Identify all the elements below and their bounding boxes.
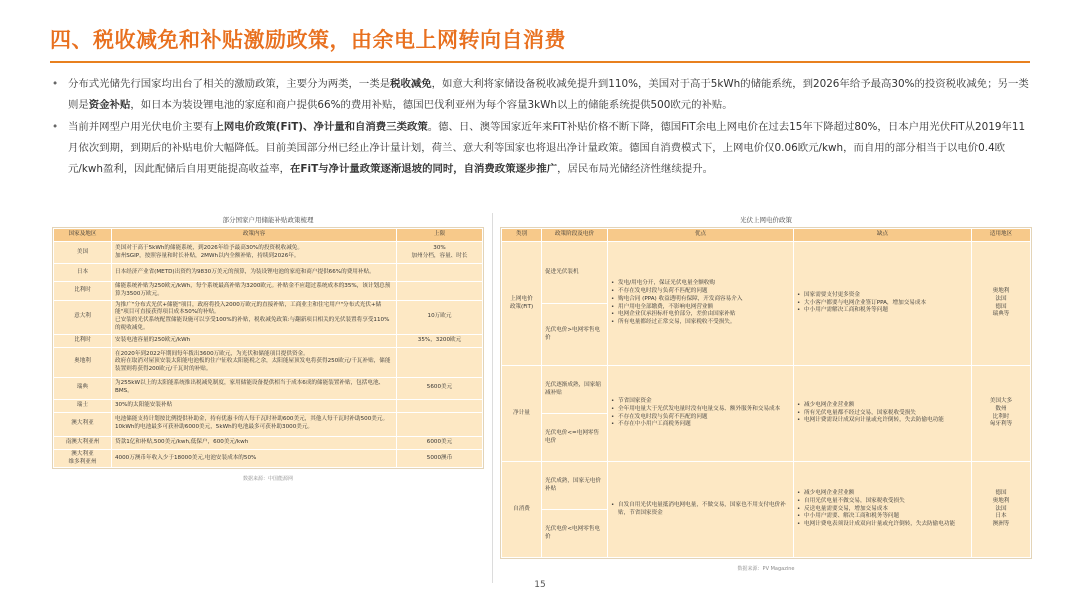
list-item: • 节省国家资金 xyxy=(611,398,790,406)
list-item: • 中小用户需要、解决工商和税务等问题 xyxy=(797,513,968,521)
list-item: • 发电/用电分开，保证光伏电量全额收购 xyxy=(611,280,790,288)
table-row xyxy=(54,436,483,449)
cons-list xyxy=(797,292,968,315)
policy-cell: 日本经济产业省(METD)出资约为9830万美元的预算，为装设锂电池的家庭和商户提供66%的费用补贴。 xyxy=(112,264,397,282)
list-item: • 减少电网企业营业额 xyxy=(797,490,968,498)
column-header: 政策阶段及电价 xyxy=(542,229,608,242)
region-cell: 奥地利 法国 德国 瑞典等 xyxy=(972,242,1031,366)
page-title: 四、税收减免和补贴激励政策，由余电上网转向自消费 xyxy=(50,28,566,52)
page-number: 15 xyxy=(534,580,546,590)
list-item: • 购电合同 (PPA) 收益透明有保障，开发商容易介入 xyxy=(611,296,790,304)
pros-cell xyxy=(608,242,794,366)
policy-cell: 储能系统补贴为250欧元/kWh，每个系统最高补贴为3200欧元。补贴金不应超过系统成本的35%，该计划总预算为3500万欧元。 xyxy=(112,282,397,301)
source-note: 数据来源：中国能源网 xyxy=(242,476,293,483)
divider xyxy=(492,213,493,583)
bullet-text: 。德、日、澳等国家近年来FiT补贴价格不断下降，德国FiT余电上网电价在过去15年下降超过80%，日本户用光伏FiT从2019年11月依次到期，到期后的补贴电价大幅降低。目前美国部分州已经止净计量计划，荷兰、意大利等国家也将退出净计量政策。德国自消费模式下，上网电价仅0.06欧元/kwh，而自用的部分相当于以电价0.4欧元/kwh盈利，因此配储后自用更能提高收益率， xyxy=(68,121,1026,175)
list-item: • 电网计费需设计成双向计量或允许倒转，失去防偷电功能 xyxy=(797,417,968,425)
cons-cell xyxy=(794,366,972,462)
policy-cell: 美国对于高于5kWh的储能系统，到2026年给予最高30%的投资税收减免。 加州SGIP，按照容量和时长补贴，2MWh以内全额补贴，持续到2026年。 xyxy=(112,242,397,264)
column-header: 适用地区 xyxy=(972,229,1031,242)
table-row xyxy=(54,347,483,377)
region-cell: 德国 奥地利 法国 日本 澳洲等 xyxy=(972,462,1031,558)
country-cell: 瑞士 xyxy=(54,399,112,412)
bullet-bold: 上网电价政策(FiT)、净计量和自消费三类政策 xyxy=(213,121,428,133)
bullet-dot-icon: • xyxy=(52,78,59,90)
country-cell: 澳大利亚 xyxy=(54,412,112,436)
column-header: 优点 xyxy=(608,229,794,242)
list-item: • 自发自用光伏电量抵消电网电量，不做交易，国家也不用支付电价补贴，节省国家资金 xyxy=(611,502,790,518)
region-cell: 美国大多 数州 比利时 匈牙利等 xyxy=(972,366,1031,462)
limit-cell xyxy=(397,412,483,436)
table-row xyxy=(54,282,483,301)
bullet-text: ，如日本为装设锂电池的家庭和商户提供66%的费用补贴，德国巴伐利亚州为每个容量3kWh以上的储能系统提供500欧元的补贴。 xyxy=(130,99,733,111)
limit-cell xyxy=(397,282,483,301)
limit-cell xyxy=(397,399,483,412)
column-header: 缺点 xyxy=(794,229,972,242)
policy-cell: 为推广"分布式光伏+储能"项目，政府将投入2000万欧元的直接补贴，工商业主和住宅用户"分布式光伏+储能"项目可直接获得项目成本50%的补贴。 已安装的光伏系统配置储能设施可以享受100%的补贴，税收减免政策:与翻新项目相关的光伏装置将享受110%的税收减免。 xyxy=(112,300,397,334)
policy-cell: 电池储能支持计划按比例提供补助金，持有优惠卡的人每千瓦时补助600美元，其他人每千瓦时补助500美元。 10kWh的电池最多可获补助6000美元，5kWh的电池最多可获补助3000美元。 xyxy=(112,412,397,436)
limit-cell: 5600美元 xyxy=(397,377,483,399)
list-item: • 所有电量都经过正常交易，国家税收不受损失。 xyxy=(611,319,790,327)
country-cell: 澳大利亚 维多利亚州 xyxy=(54,449,112,468)
limit-cell: 5000澳币 xyxy=(397,449,483,468)
stage-cell: 促进光伏装机 xyxy=(542,242,608,304)
policy-cell: 在2020年到2022年期间每年拨出3600万欧元，为光伏和储能项目提供资金。 政府在取消对屋顶安装太阳能电池板的住户征收太阳能税之余，太阳能屋顶发电将获得250欧元/千瓦补贴，储能装置则将获得200欧元/千瓦时的补贴。 xyxy=(112,347,397,377)
bullet-bold: 税收减免 xyxy=(390,78,432,90)
stage-cell: 光伏逐渐成熟，国家缩减补贴 xyxy=(542,366,608,414)
category-cell: 上网电价 政策(FiT) xyxy=(502,242,542,366)
country-cell: 意大利 xyxy=(54,300,112,334)
table-row xyxy=(54,399,483,412)
bullet-text: ，居民布局光储经济性继续提升。 xyxy=(557,163,714,175)
pros-cell xyxy=(608,366,794,462)
category-cell: 净计量 xyxy=(502,366,542,462)
list-item: • 不存在中小用户工商税务问题 xyxy=(611,421,790,429)
bullet-1 xyxy=(52,74,1032,116)
country-cell: 奥地利 xyxy=(54,347,112,377)
country-cell: 日本 xyxy=(54,264,112,282)
list-item: • 电网计费电表须设计成双向计量或允许倒转，失去防偷电功能 xyxy=(797,521,968,529)
table-row xyxy=(54,300,483,334)
country-cell: 瑞典 xyxy=(54,377,112,399)
list-item: • 用户用电全部缴费，不影响电网营业额 xyxy=(611,304,790,312)
bullet-bold: 资金补贴 xyxy=(88,99,131,111)
bullet-text: 分布式光储先行国家均出台了相关的激励政策，主要分为两类，一类是 xyxy=(68,78,391,90)
list-item: • 不存在发电时段与负荷不匹配的问题 xyxy=(611,288,790,296)
country-cell: 南澳大利亚州 xyxy=(54,436,112,449)
pros-list xyxy=(611,502,790,518)
stage-cell: 光伏电价<电网零售电价 xyxy=(542,510,608,558)
policy-cell: 30%的太阳能安装补贴 xyxy=(112,399,397,412)
table-row xyxy=(54,449,483,468)
limit-cell: 6000美元 xyxy=(397,436,483,449)
stage-cell: 光伏电价>电网零售电价 xyxy=(542,304,608,366)
table-row xyxy=(502,366,1031,414)
source-note: 数据来源：PV Magazine xyxy=(737,566,795,572)
cons-cell xyxy=(794,462,972,558)
list-item: • 中小用户需解决工商和税务等问题 xyxy=(797,307,968,315)
table-row xyxy=(54,242,483,264)
policy-cell: 为255kW以上的太阳能系统推出税减免制度，家用储能设备提供相当于成本6成的储能装置补贴，包括电池、BMS。 xyxy=(112,377,397,399)
list-item: • 自用光伏电量不做交易，国家税收受损失 xyxy=(797,498,968,506)
bullet-text: ，如意大利将家储设备税收减免提升到110%，美国对于高于5kWh的储能系统，到2026年给予最高30%的投资税收减免；另一类则是 xyxy=(68,78,1029,111)
list-item: • 所有光伏电量都不经过交易，国家税收受损失 xyxy=(797,410,968,418)
limit-cell xyxy=(397,264,483,282)
subsidy-policy-table xyxy=(52,213,484,482)
pros-list xyxy=(611,280,790,327)
policy-cell: 4000万澳币年收入少于18000美元,电池安装成本的50% xyxy=(112,449,397,468)
limit-cell xyxy=(397,347,483,377)
table-title: 光伏上网电价政策 xyxy=(740,216,792,224)
column-header: 政策内容 xyxy=(112,229,397,242)
table-row xyxy=(502,242,1031,304)
bullet-text: 当前并网型户用光伏电价主要有 xyxy=(68,121,214,133)
limit-cell: 35%，3200欧元 xyxy=(397,334,483,347)
cons-cell xyxy=(794,242,972,366)
category-cell: 自消费 xyxy=(502,462,542,558)
title-underline xyxy=(50,61,1030,63)
bullet-list xyxy=(52,74,1032,181)
column-header: 国家及地区 xyxy=(54,229,112,242)
country-cell: 比利时 xyxy=(54,334,112,347)
cons-list xyxy=(797,402,968,425)
bullet-dot-icon: • xyxy=(52,121,59,133)
bullet-bold: 在FiT与净计量政策逐渐退坡的同时，自消费政策逐步推广 xyxy=(290,163,558,175)
list-item: • 不存在发电时段与负荷不匹配的问题 xyxy=(611,414,790,422)
policy-cell: 贷款1亿和补贴,500美元/kwh,低保户，600美元/kwh xyxy=(112,436,397,449)
table-row xyxy=(54,264,483,282)
limit-cell: 10万欧元 xyxy=(397,300,483,334)
pros-cell xyxy=(608,462,794,558)
column-header: 类别 xyxy=(502,229,542,242)
fit-policy-table xyxy=(500,213,1032,572)
table-row xyxy=(54,412,483,436)
cons-list xyxy=(797,490,968,529)
stage-cell: 光伏成熟，国家无电价补贴 xyxy=(542,462,608,510)
list-item: • 反送电量需要交易，增加交易成本 xyxy=(797,506,968,514)
stage-cell: 光伏电价<=电网零售电价 xyxy=(542,414,608,462)
policy-cell: 安装电池容量的250欧元/kWh xyxy=(112,334,397,347)
table-title: 部分国家户用储能补贴政策梳理 xyxy=(222,216,314,224)
pros-list xyxy=(611,398,790,429)
country-cell: 美国 xyxy=(54,242,112,264)
list-item: • 全年用电量大于光伏发电量时没有电量交易、额外服务和交易成本 xyxy=(611,406,790,414)
limit-cell: 30% 加州分档，容量、时长 xyxy=(397,242,483,264)
table-row xyxy=(54,334,483,347)
list-item: • 大小客户都要与电网企业签订PPA，增加交易成本 xyxy=(797,300,968,308)
list-item: • 电网企业仅承担标杆电价部分，差价由国家补贴 xyxy=(611,311,790,319)
table-row xyxy=(54,377,483,399)
list-item: • 减少电网企业营业额 xyxy=(797,402,968,410)
list-item: • 国家需要支付更多资金 xyxy=(797,292,968,300)
bullet-2 xyxy=(52,117,1032,180)
column-header: 上限 xyxy=(397,229,483,242)
country-cell: 比利时 xyxy=(54,282,112,301)
table-row xyxy=(502,462,1031,510)
